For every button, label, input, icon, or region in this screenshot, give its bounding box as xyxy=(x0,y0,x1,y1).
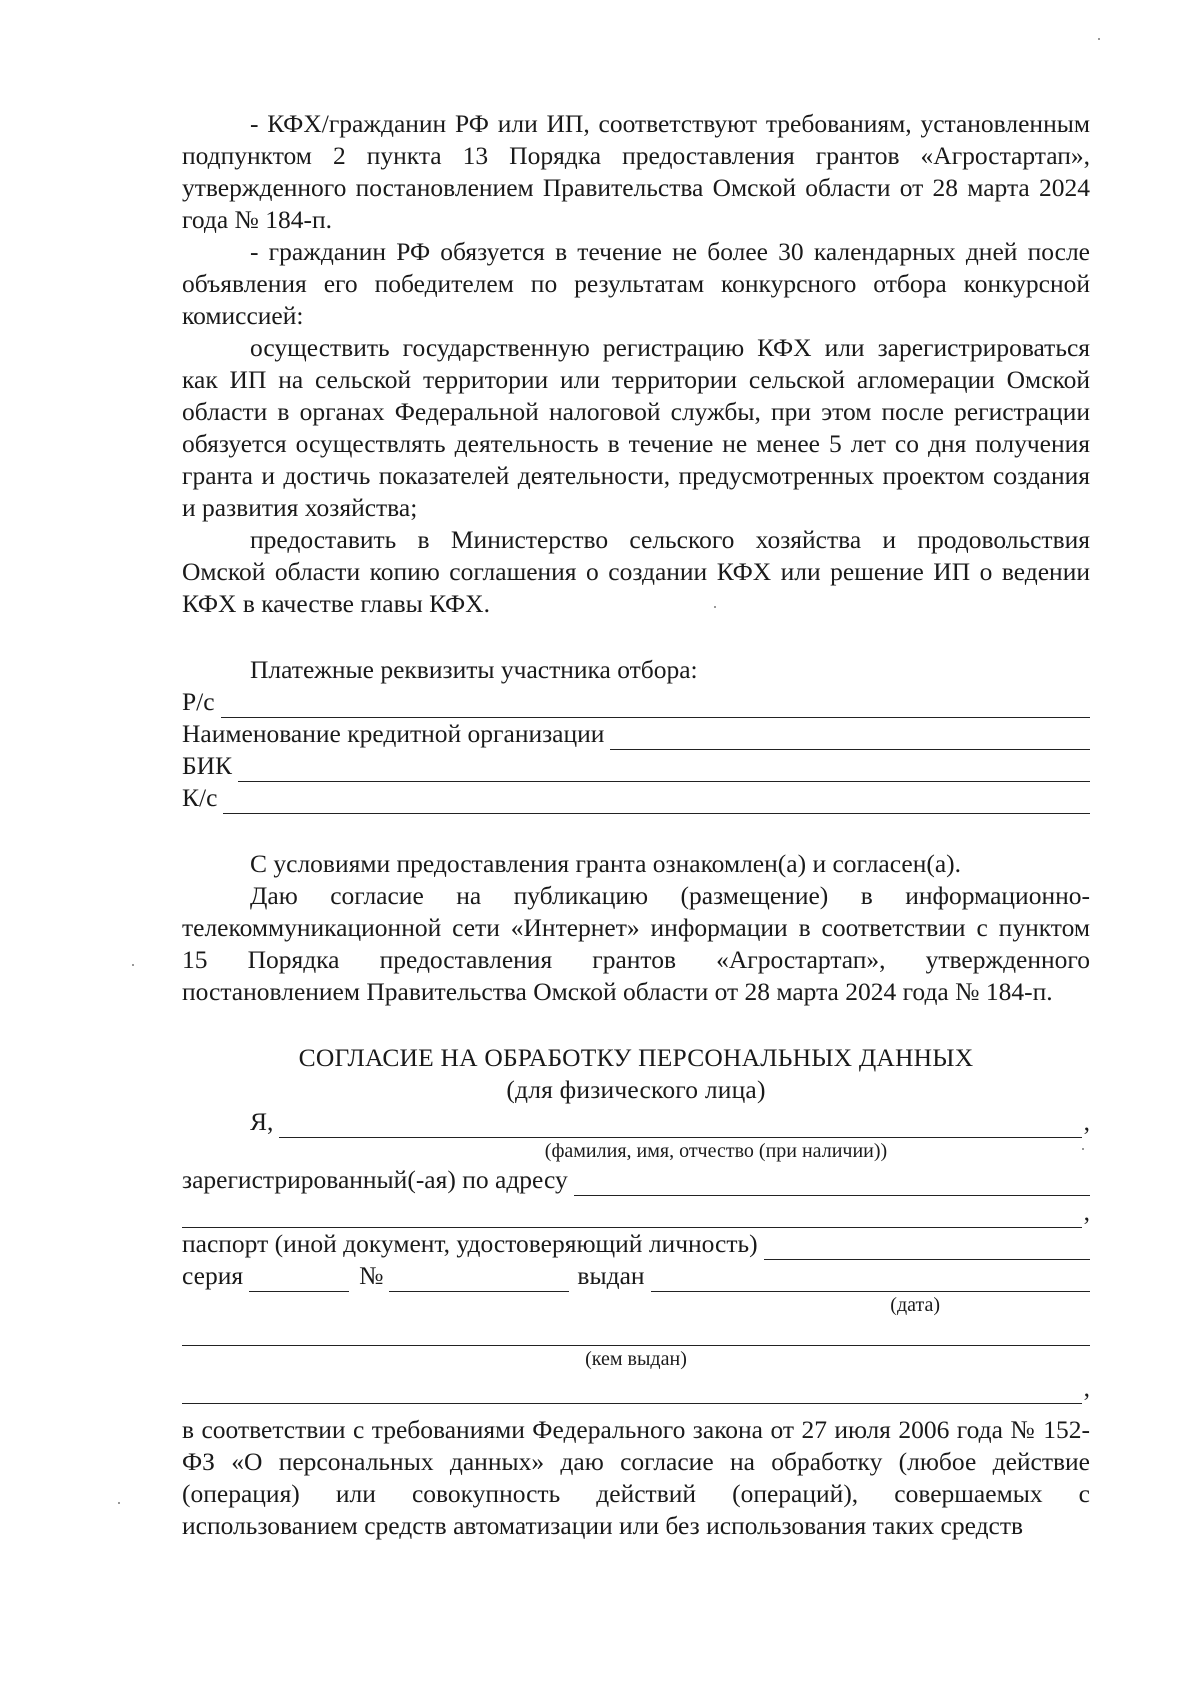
issued-label: выдан xyxy=(577,1261,645,1290)
issuer-field-2[interactable] xyxy=(182,1379,1082,1404)
consent-subtitle: (для физического лица) xyxy=(506,1075,766,1104)
issuer-caption: (кем выдан) xyxy=(585,1348,687,1370)
condition-paragraph-3: осуществить государственную регистрацию КФХ или зарегистрироваться как ИП на сельской территории или территории сельской агломерации Омской области в органах Федеральной налоговой службы, при этом после регистрации обязуется осуществлять деятельность в течение не менее 5 лет со дня получения гранта и достичь показателей деятельности, предусмотренных проектом создания и развития хозяйства; xyxy=(182,333,1090,522)
address-row xyxy=(182,1164,1090,1196)
fio-comma: , xyxy=(1083,1107,1090,1136)
issuer-row xyxy=(182,1318,1090,1346)
address-label: зарегистрированный(-ая) по адресу xyxy=(182,1165,568,1194)
address-row-2 xyxy=(182,1196,1090,1228)
issued-date-field[interactable] xyxy=(651,1267,1090,1292)
bank-label: Наименование кредитной организации xyxy=(182,719,605,748)
consent-title: СОГЛАСИЕ НА ОБРАБОТКУ ПЕРСОНАЛЬНЫХ ДАННЫХ xyxy=(298,1043,974,1072)
account-row xyxy=(182,686,1090,718)
bank-row xyxy=(182,718,1090,750)
consent-body: в соответствии с требованиями Федерального закона от 27 июля 2006 года № 152-ФЗ «О персональных данных» даю согласие на обработку (любое действие (операция) или совокупность действий (операций), совершаемых с использованием средств автоматизации или без использования таких средств xyxy=(182,1415,1090,1540)
address-field-2[interactable] xyxy=(182,1203,1082,1228)
bik-label: БИК xyxy=(182,751,233,780)
scan-speck xyxy=(118,1502,120,1504)
fio-row xyxy=(182,1106,1090,1138)
corr-account-label: К/с xyxy=(182,783,218,812)
fio-caption: (фамилия, имя, отчество (при наличии)) xyxy=(544,1140,888,1162)
condition-paragraph-4: предоставить в Министерство сельского хозяйства и продовольствия Омской области копию соглашения о создании КФХ или решение ИП о ведении КФХ в качестве главы КФХ. xyxy=(182,525,1090,618)
payment-title: Платежные реквизиты участника отбора: xyxy=(250,655,698,684)
i-label: Я, xyxy=(250,1107,274,1136)
passport-field[interactable] xyxy=(764,1235,1090,1260)
date-caption: (дата) xyxy=(890,1294,940,1316)
corr-account-row xyxy=(182,782,1090,814)
address-comma: , xyxy=(1083,1197,1090,1226)
scan-speck xyxy=(1098,38,1100,40)
bank-field[interactable] xyxy=(610,725,1090,750)
bik-row xyxy=(182,750,1090,782)
condition-paragraph-2: - гражданин РФ обязуется в течение не более 30 календарных дней после объявления его победителем по результатам конкурсного отбора конкурсной комиссией: xyxy=(182,237,1090,330)
scan-speck xyxy=(714,606,716,608)
agreement-paragraph-2: Даю согласие на публикацию (размещение) в информационно-телекоммуникационной сети «Интернет» информации в соответствии с пунктом 15 Порядка предоставления грантов «Агростартап», утвержденного постановлением Правительства Омской области от 28 марта 2024 года № 184-п. xyxy=(182,881,1090,1006)
passport-row xyxy=(182,1228,1090,1260)
corr-account-field[interactable] xyxy=(223,789,1090,814)
bik-field[interactable] xyxy=(238,757,1090,782)
agreement-paragraph-1: С условиями предоставления гранта ознакомлен(а) и согласен(а). xyxy=(250,849,962,878)
issuer-field[interactable] xyxy=(182,1321,1090,1346)
issuer-row-2 xyxy=(182,1372,1090,1404)
account-field[interactable] xyxy=(221,693,1090,718)
address-field[interactable] xyxy=(574,1171,1090,1196)
condition-paragraph-1: - КФХ/гражданин РФ или ИП, соответствуют требованиям, установленным подпунктом 2 пункта 13 Порядка предоставления грантов «Агростартап», утвержденного постановлением Правительства Омской области от 28 марта 2024 года № 184-п. xyxy=(182,109,1090,234)
scan-speck xyxy=(1082,1148,1084,1150)
fio-field[interactable] xyxy=(279,1113,1081,1138)
number-field[interactable] xyxy=(389,1267,569,1292)
account-label: Р/с xyxy=(182,687,215,716)
series-label: серия xyxy=(182,1261,244,1290)
issuer-comma: , xyxy=(1083,1373,1090,1402)
number-label: № xyxy=(359,1261,384,1290)
series-field[interactable] xyxy=(249,1267,349,1292)
passport-label: паспорт (иной документ, удостоверяющий личность) xyxy=(182,1229,758,1258)
series-row xyxy=(182,1260,1090,1292)
scan-speck xyxy=(132,964,134,966)
